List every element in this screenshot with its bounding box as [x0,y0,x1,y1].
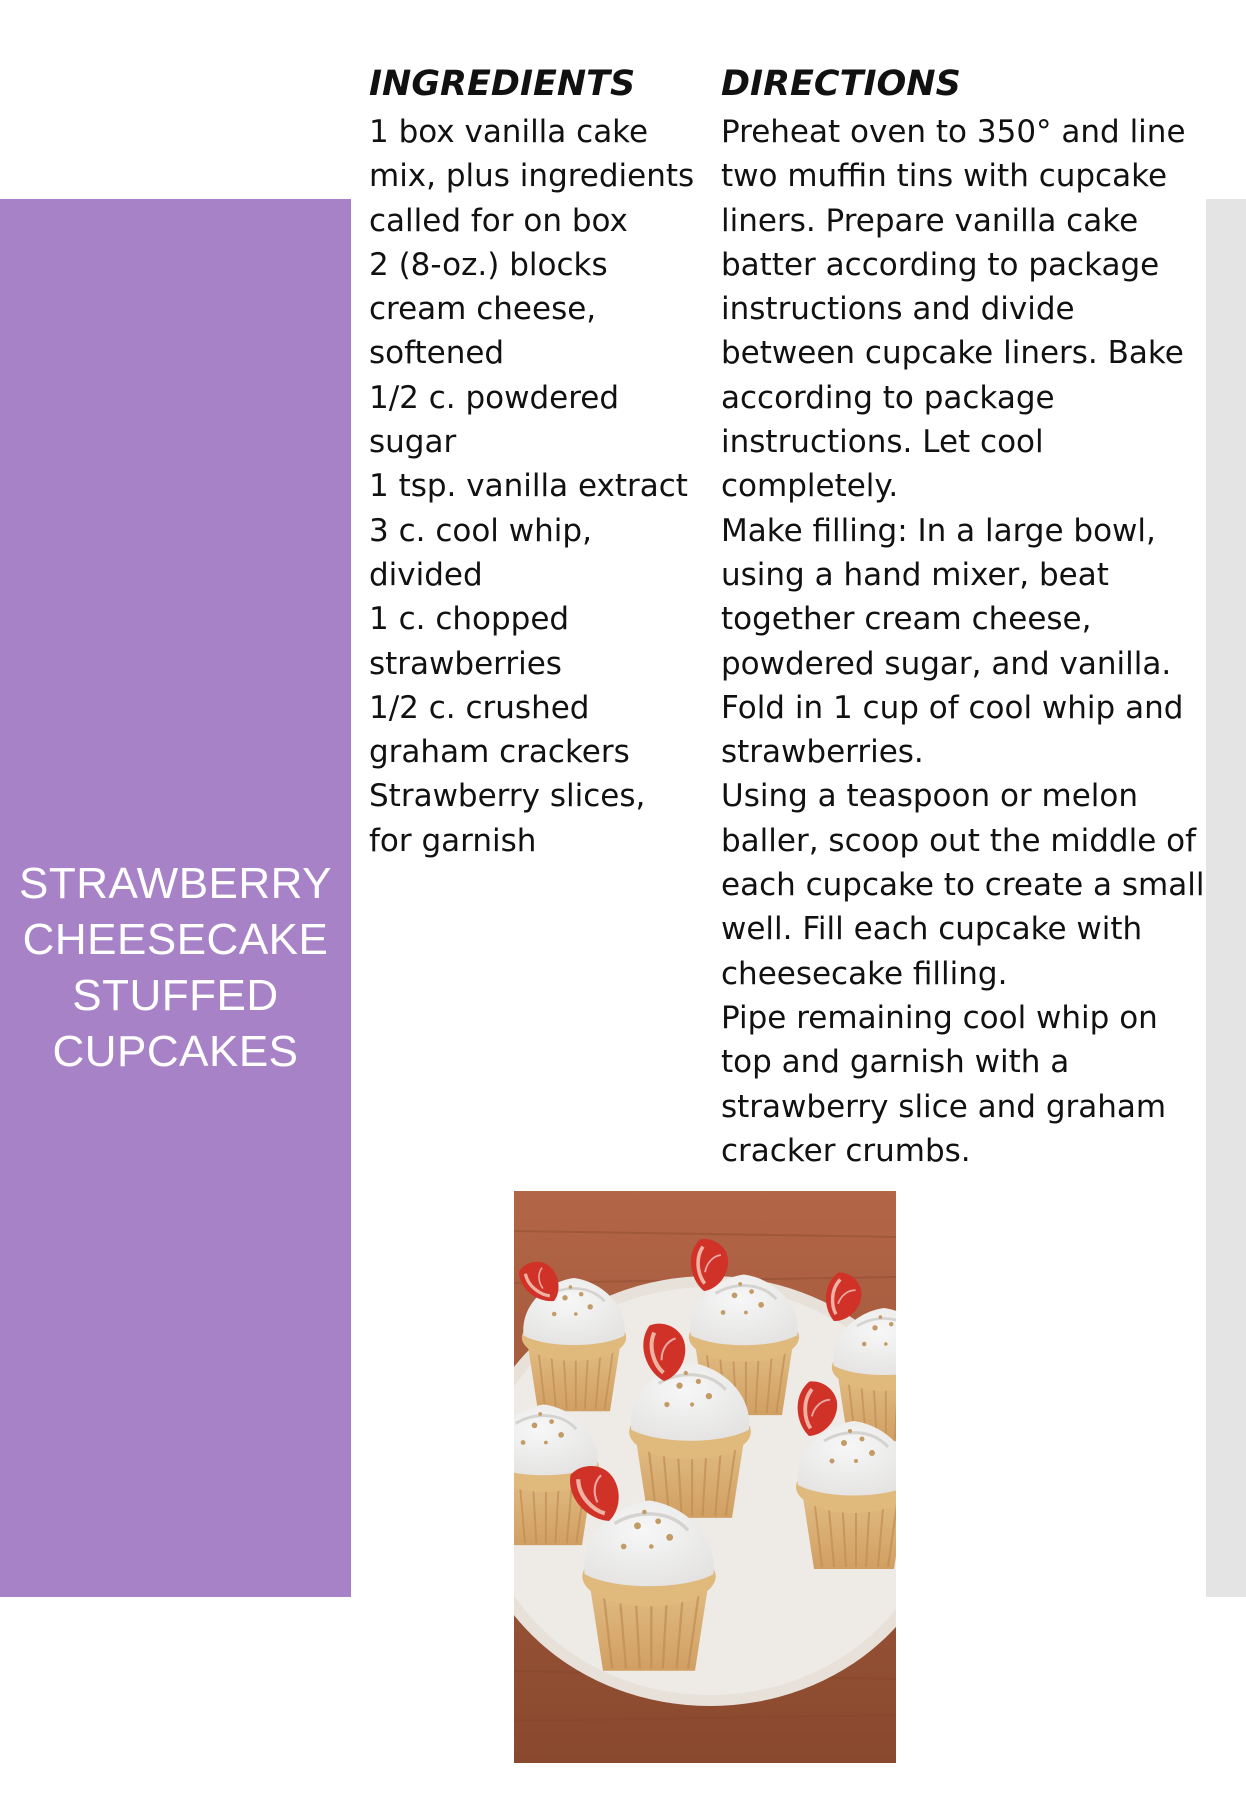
ingredient-line: sugar [369,424,457,461]
direction-line: Using a teaspoon or melon [721,778,1139,815]
title-line: CUPCAKES [52,1027,299,1076]
direction-line: instructions. Let cool [721,424,1044,461]
direction-line: two muffin tins with cupcake [721,158,1168,195]
direction-line: instructions and divide [721,291,1075,328]
ingredient-line: graham crackers [369,734,630,771]
direction-line: completely. [721,468,899,505]
cupcakes-photo [514,1191,896,1763]
ingredient-line: strawberries [369,645,562,682]
ingredients-column [369,58,709,863]
direction-line: according to package [721,379,1055,416]
direction-line: Preheat oven to 350° and line [721,114,1186,150]
right-decor-strip [1206,199,1246,1597]
ingredient-line: called for on box [369,202,628,239]
ingredient-line: 3 c. cool whip, [369,512,592,549]
direction-line: using a hand mixer, beat [721,556,1109,593]
ingredients-list [369,110,709,863]
title-line: STRAWBERRY [18,859,333,908]
directions-heading: DIRECTIONS [721,64,961,104]
direction-line: batter according to package [721,246,1160,283]
title-line: STUFFED [72,971,279,1020]
ingredient-line: 1 box vanilla cake [369,114,649,150]
ingredient-line: 1/2 c. crushed [369,689,590,726]
ingredient-line: divided [369,556,483,593]
direction-line: each cupcake to create a small [721,867,1205,904]
ingredient-line: 1/2 c. powdered [369,379,620,416]
directions-list [721,110,1205,1173]
ingredient-line: mix, plus ingredients [369,158,695,195]
ingredient-line: for garnish [369,822,537,859]
ingredient-line: 2 (8-oz.) blocks [369,246,608,283]
direction-line: strawberries. [721,734,924,771]
directions-column [721,58,1205,1173]
ingredient-line: 1 tsp. vanilla extract [369,468,688,505]
direction-line: cracker crumbs. [721,1132,971,1169]
sidebar-band [0,199,351,1597]
direction-line: Pipe remaining cool whip on [721,999,1158,1036]
direction-line: powdered sugar, and vanilla. [721,645,1172,682]
direction-line: cheesecake filling. [721,955,1008,992]
direction-line: top and garnish with a [721,1044,1070,1081]
ingredient-line: softened [369,335,505,372]
title-line: CHEESECAKE [22,915,329,964]
direction-line: between cupcake liners. Bake [721,335,1184,372]
direction-line: liners. Prepare vanilla cake [721,202,1139,239]
ingredient-line: Strawberry slices, [369,778,646,815]
direction-line: strawberry slice and graham [721,1088,1167,1125]
ingredient-line: 1 c. chopped [369,601,570,638]
ingredients-heading: INGREDIENTS [369,64,636,104]
direction-line: together cream cheese, [721,601,1092,638]
direction-line: Fold in 1 cup of cool whip and [721,689,1184,726]
direction-line: Make filling: In a large bowl, [721,512,1156,549]
ingredient-line: cream cheese, [369,291,597,328]
direction-line: well. Fill each cupcake with [721,911,1143,948]
recipe-title [19,716,332,1080]
direction-line: baller, scoop out the middle of [721,822,1197,859]
